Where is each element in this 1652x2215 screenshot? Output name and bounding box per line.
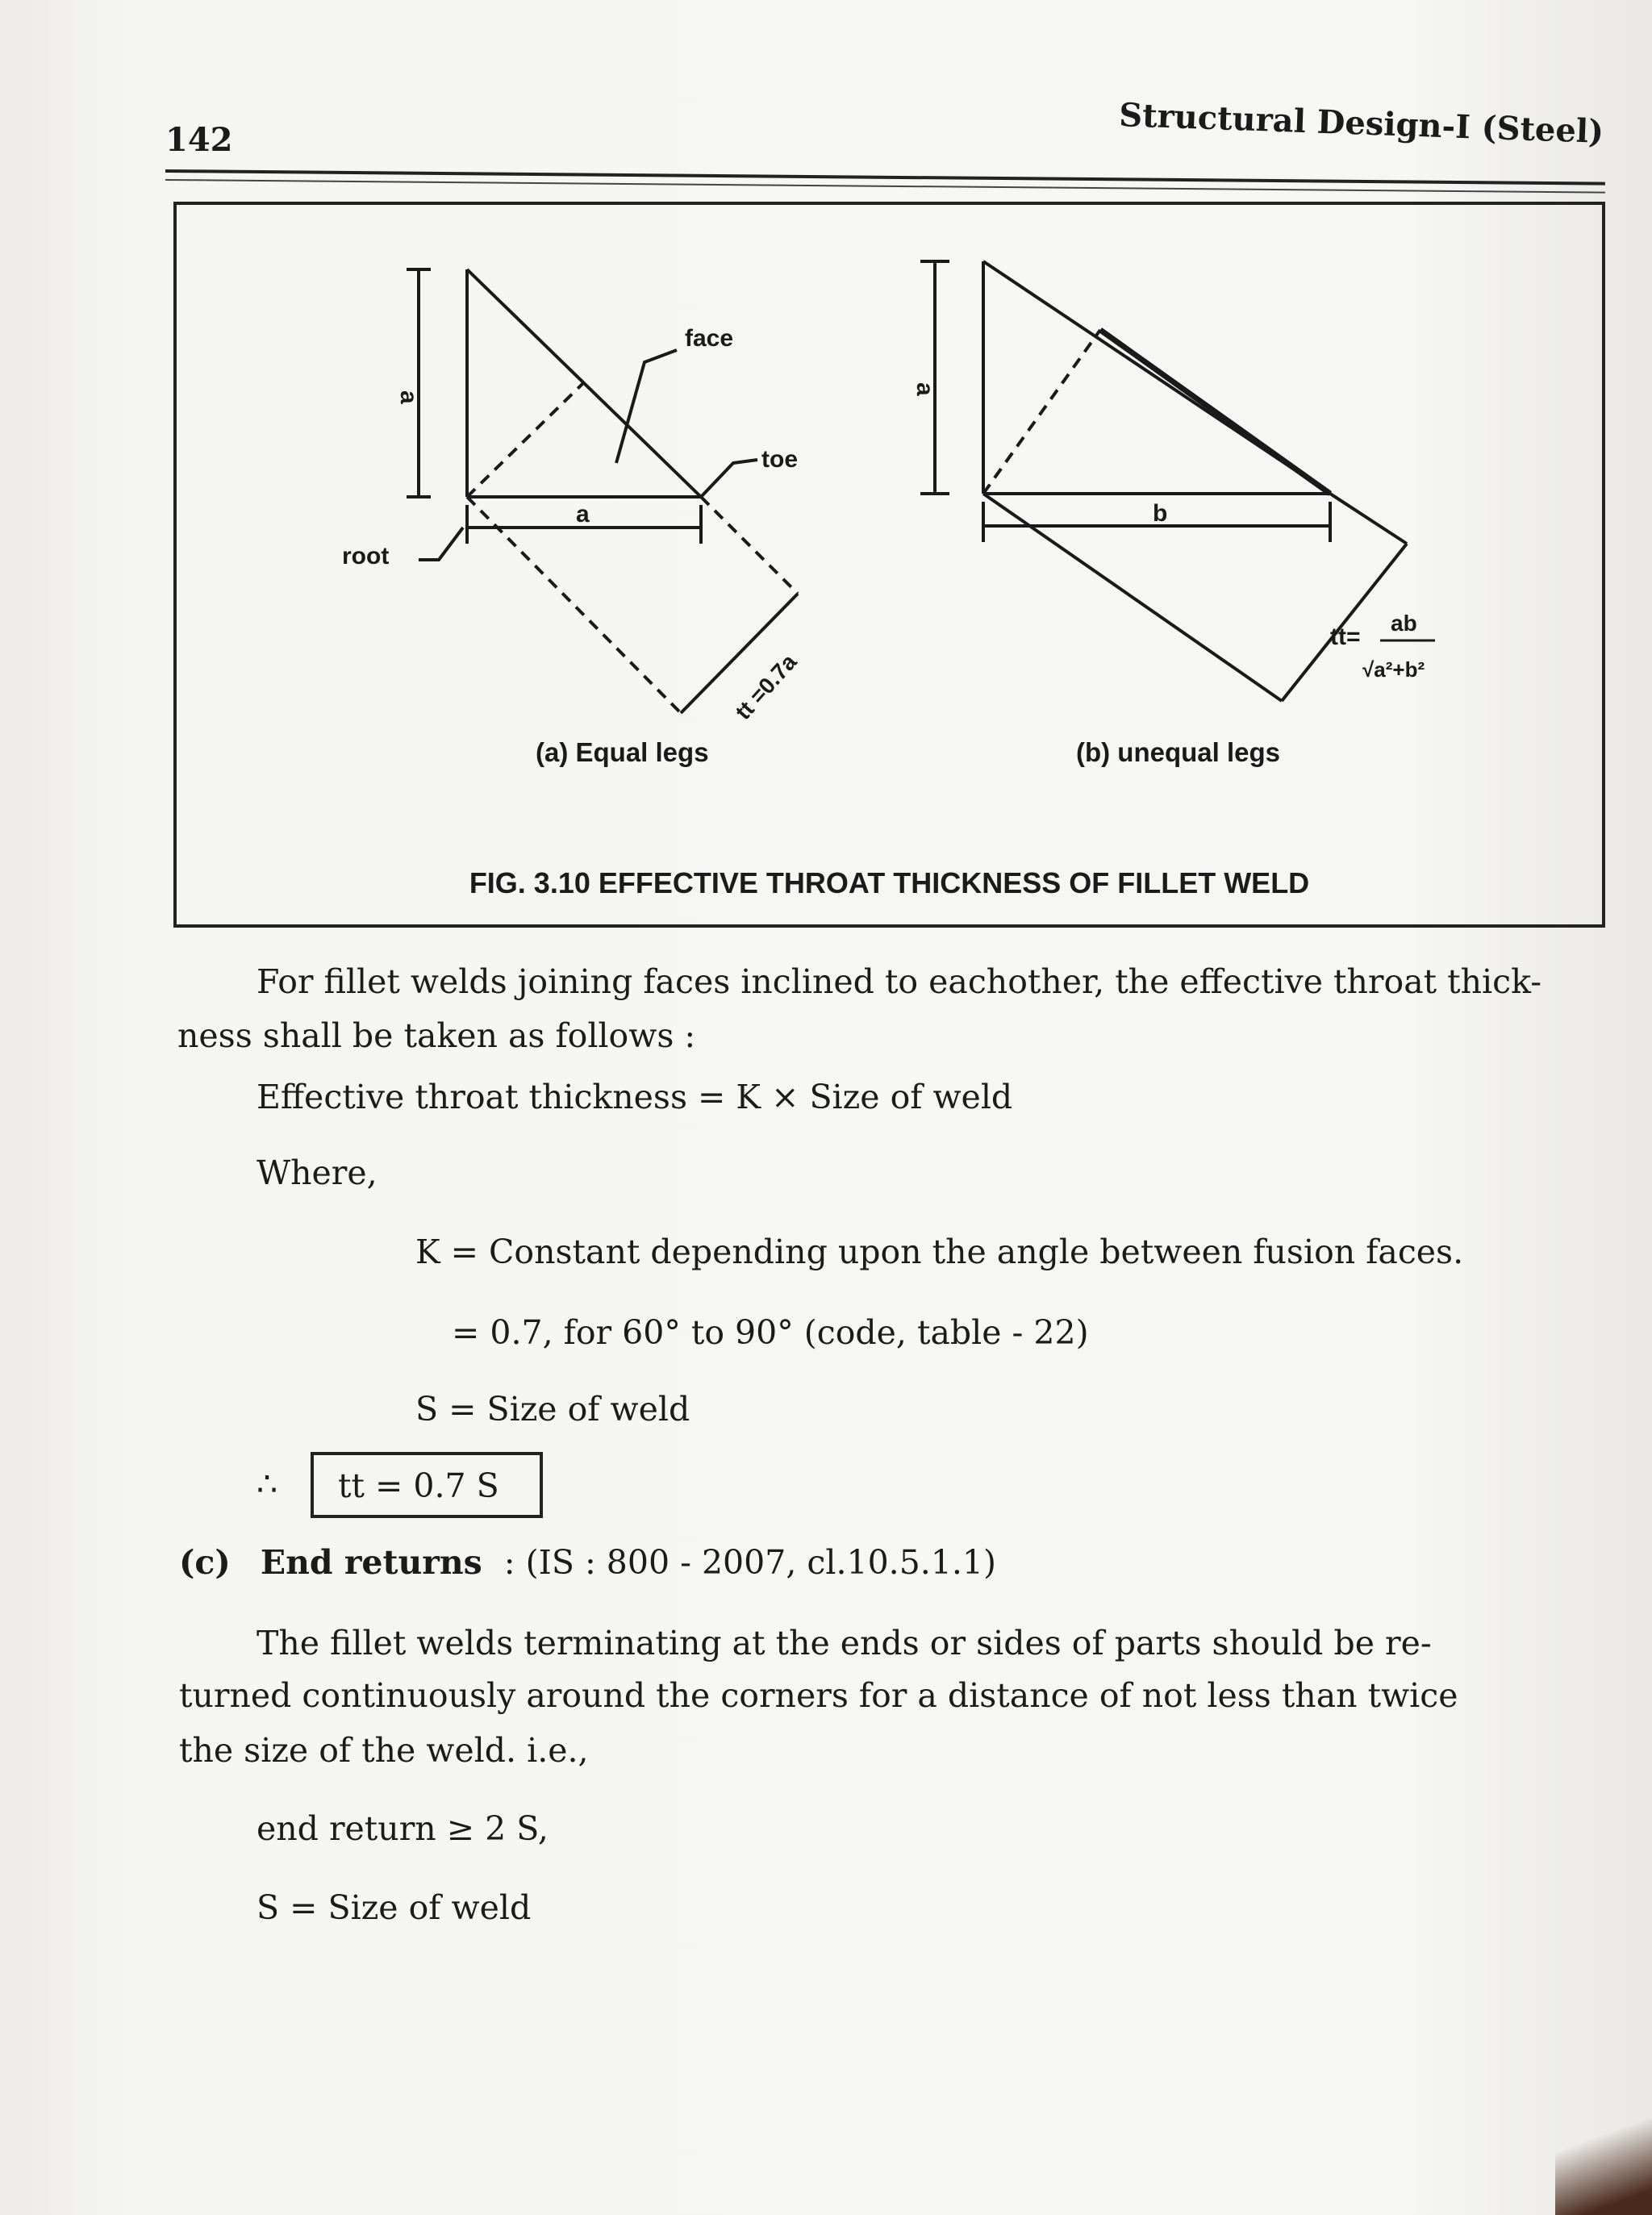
page-corner-shadow	[1555, 2086, 1652, 2215]
label-face: face	[685, 325, 734, 352]
therefore-symbol: ∴	[257, 1465, 278, 1504]
k-definition: K = Constant depending upon the angle between fusion faces.	[415, 1233, 1464, 1271]
section-label: (c)	[179, 1543, 231, 1582]
s-definition-2: S = Size of weld	[257, 1888, 532, 1927]
running-header: Structural Design-I (Steel)	[1118, 96, 1604, 151]
end-return-rule: end return ≥ 2 S,	[257, 1809, 549, 1848]
label-b: b	[1153, 500, 1168, 527]
paragraph-2-line-1: The fillet welds terminating at the ends or sides of parts should be re-	[257, 1624, 1432, 1662]
boxed-result-text: tt = 0.7 S	[338, 1466, 499, 1505]
boxed-result	[311, 1452, 543, 1518]
where-label: Where,	[257, 1153, 378, 1192]
paragraph-2-line-2: turned continuously around the corners for a distance of not less than twice	[179, 1676, 1458, 1715]
throat-formula: Effective throat thickness = K × Size of weld	[257, 1078, 1013, 1116]
subcaption-a: (a) Equal legs	[536, 737, 709, 767]
label-throat-right-denominator: √a²+b²	[1362, 657, 1425, 682]
fillet-weld-diagram	[177, 205, 1602, 924]
equal-legs-diagram	[407, 269, 798, 713]
label-throat-right: tt=	[1330, 624, 1361, 650]
subcaption-b: (b) unequal legs	[1076, 737, 1281, 767]
section-reference: : (IS : 800 - 2007, cl.10.5.1.1)	[503, 1543, 997, 1582]
label-root: root	[342, 543, 390, 569]
paragraph-1-line-2: ness shall be taken as follows :	[177, 1016, 696, 1055]
label-toe: toe	[761, 446, 798, 473]
paragraph-1-line-1: For fillet welds joining faces inclined to eachother, the effective throat thick-	[257, 962, 1542, 1001]
s-definition: S = Size of weld	[415, 1390, 690, 1429]
label-throat-right-numerator: ab	[1391, 611, 1417, 636]
label-a-vertical-right: a	[912, 382, 938, 396]
figure-3-10	[173, 202, 1605, 928]
page-number: 142	[165, 121, 233, 159]
label-a-vertical-left: a	[395, 390, 422, 404]
figure-caption: FIG. 3.10 EFFECTIVE THROAT THICKNESS OF FILLET WELD	[469, 866, 1310, 899]
paragraph-2-line-3: the size of the weld. i.e.,	[179, 1731, 589, 1770]
section-title: End returns	[260, 1543, 482, 1582]
label-a-horizontal-left: a	[576, 501, 590, 528]
k-value: = 0.7, for 60° to 90° (code, table - 22)	[452, 1313, 1089, 1352]
label-throat-left: tt =0.7a	[730, 649, 802, 725]
